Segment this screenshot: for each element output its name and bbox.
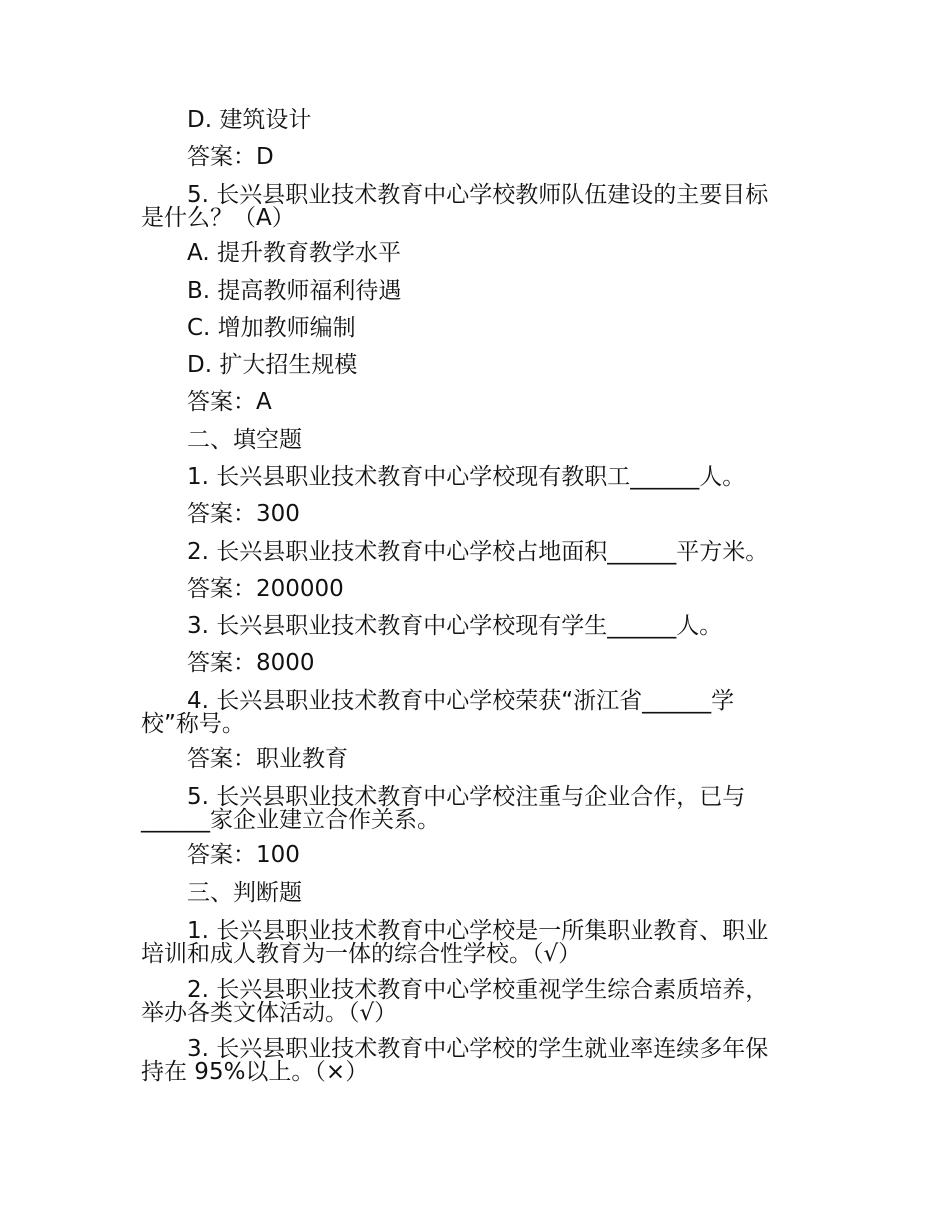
tf-question-1-cont: 培训和成人教育为一体的综合性学校。（√） xyxy=(141,941,582,967)
fill-question-3: 3. 长兴县职业技术教育中心学校现有学生______人。 xyxy=(187,613,723,639)
answer-q4-choice: 答案：D xyxy=(187,144,274,170)
section-heading-fill-blank: 二、填空题 xyxy=(187,427,302,453)
fill-answer-2: 答案：200000 xyxy=(187,576,344,602)
option-d: D. 扩大招生规模 xyxy=(187,352,358,378)
fill-answer-4: 答案：职业教育 xyxy=(187,746,348,772)
option-c: C. 增加教师编制 xyxy=(187,315,356,341)
fill-answer-1: 答案：300 xyxy=(187,501,300,527)
option-b: B. 提高教师福利待遇 xyxy=(187,278,402,304)
fill-question-5: 5. 长兴县职业技术教育中心学校注重与企业合作，已与 xyxy=(187,784,746,810)
option-d-architecture: D. 建筑设计 xyxy=(187,107,312,133)
option-a: A. 提升教育教学水平 xyxy=(187,240,401,266)
fill-question-4: 4. 长兴县职业技术教育中心学校荣获“浙江省______学 xyxy=(187,688,735,714)
fill-question-1: 1. 长兴县职业技术教育中心学校现有教职工______人。 xyxy=(187,464,746,490)
fill-question-4-cont: 校”称号。 xyxy=(141,711,245,737)
answer-q5-choice: 答案：A xyxy=(187,389,272,415)
tf-question-2-cont: 举办各类文体活动。（√） xyxy=(141,1000,398,1026)
fill-answer-5: 答案：100 xyxy=(187,842,300,868)
question-5-choice: 5. 长兴县职业技术教育中心学校教师队伍建设的主要目标 xyxy=(187,182,769,208)
tf-question-2: 2. 长兴县职业技术教育中心学校重视学生综合素质培养， xyxy=(187,977,769,1003)
fill-answer-3: 答案：8000 xyxy=(187,650,315,676)
tf-question-1: 1. 长兴县职业技术教育中心学校是一所集职业教育、职业 xyxy=(187,918,769,944)
fill-question-2: 2. 长兴县职业技术教育中心学校占地面积______平方米。 xyxy=(187,539,769,565)
tf-question-3: 3. 长兴县职业技术教育中心学校的学生就业率连续多年保 xyxy=(187,1036,769,1062)
tf-question-3-cont: 持在 95%以上。（×） xyxy=(141,1059,369,1085)
fill-question-5-cont: ______家企业建立合作关系。 xyxy=(141,807,440,833)
question-5-choice-cont: 是什么？（A） xyxy=(141,205,295,231)
section-heading-true-false: 三、判断题 xyxy=(187,880,302,906)
